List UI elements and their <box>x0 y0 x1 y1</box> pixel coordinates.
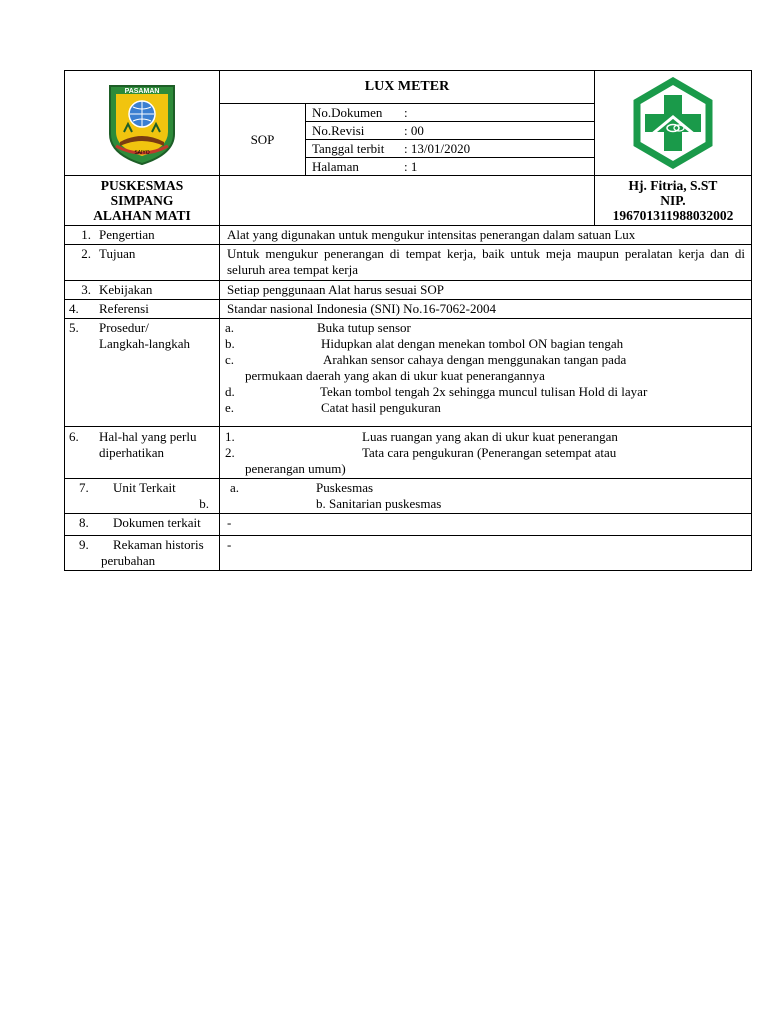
organization-name <box>65 176 220 226</box>
procedure-steps <box>220 319 752 427</box>
unit-item <box>230 480 745 496</box>
org-line-1: PUSKESMAS <box>100 178 184 193</box>
blank-header-cell <box>220 176 595 226</box>
note-item <box>225 429 745 445</box>
row-content-kebijakan: Setiap penggunaan Alat harus sesuai SOP <box>220 281 752 300</box>
unit-text: b. Sanitarian puskesmas <box>316 496 442 511</box>
row-label-line-2: diperhatikan <box>99 445 164 460</box>
row-label-rekaman-historis <box>65 536 220 571</box>
step-text: Buka tutup sensor <box>317 320 411 335</box>
unit-items <box>220 479 752 514</box>
issue-date-label: Tanggal terbit <box>312 140 385 156</box>
row-label-tujuan <box>65 245 220 281</box>
right-logo-cell <box>595 71 752 176</box>
signer-nip: 196701311988032002 <box>612 208 734 223</box>
procedure-step <box>225 320 745 336</box>
doc-number-value: : <box>404 104 408 120</box>
step-text: Arahkan sensor cahaya dengan menggunakan tangan pada <box>323 352 627 367</box>
procedure-step <box>225 400 745 416</box>
pasaman-emblem-icon <box>104 80 180 166</box>
org-line-3: ALAHAN MATI <box>93 208 191 223</box>
row-label: Kebijakan <box>99 282 153 297</box>
unit-item <box>230 496 745 512</box>
row-label: Pengertian <box>99 227 155 242</box>
org-line-2: SIMPANG <box>110 193 174 208</box>
procedure-step <box>225 336 745 352</box>
row-label: Tujuan <box>99 246 136 261</box>
row-label: Referensi <box>99 301 149 316</box>
row-label-unit-terkait <box>65 479 220 514</box>
row-number: 5. <box>69 320 79 335</box>
step-marker: c. <box>225 352 235 367</box>
procedure-step <box>225 352 745 368</box>
row-label-line-1: Rekaman historis <box>113 537 204 552</box>
note-marker: 1. <box>225 429 235 444</box>
doc-number-label: No.Dokumen <box>312 104 383 120</box>
sop-table <box>64 70 752 571</box>
row-number: 9. <box>79 537 89 552</box>
row-label: Unit Terkait <box>113 480 176 495</box>
pasaman-logo-top-text: PASAMAN <box>124 88 160 95</box>
step-text-continuation: permukaan daerah yang akan di ukur kuat penerangannya <box>245 368 545 383</box>
page-label: Halaman <box>312 158 359 174</box>
row-content-tujuan: Untuk mengukur penerangan di tempat kerja, baik untuk meja maupun peralatan kerja dan di seluruh area tempat kerja <box>220 245 752 281</box>
row-label-kebijakan <box>65 281 220 300</box>
step-text: Hidupkan alat dengan menekan tombol ON bagian tengah <box>321 336 624 351</box>
step-marker: b. <box>225 336 235 351</box>
step-marker: e. <box>225 400 235 415</box>
procedure-step <box>225 384 745 400</box>
row-number: 2. <box>81 246 91 261</box>
left-logo-cell <box>65 71 220 176</box>
document-meta-cell <box>306 104 595 176</box>
row-content-rekaman-historis: - <box>220 536 752 571</box>
revision-value: : 00 <box>404 122 424 138</box>
sop-document <box>64 70 751 571</box>
row-label-line-2: perubahan <box>101 553 156 568</box>
puskesmas-cross-icon <box>627 77 719 169</box>
row-number: 3. <box>81 282 91 297</box>
row-number: 7. <box>79 480 89 495</box>
issue-date-value: : 13/01/2020 <box>404 140 471 156</box>
row-number: 1. <box>81 227 91 242</box>
unit-text: Puskesmas <box>316 480 374 495</box>
row-label-line-2: Langkah-langkah <box>99 336 190 351</box>
sop-label: SOP <box>220 104 306 176</box>
document-meta-table <box>306 104 594 175</box>
row-number: 6. <box>69 429 79 444</box>
row-content-pengertian: Alat yang digunakan untuk mengukur intensitas penerangan dalam satuan Lux <box>220 226 752 245</box>
signer-name: Hj. Fitria, S.ST <box>628 178 718 193</box>
unit-marker <box>230 496 316 512</box>
row-number: 4. <box>69 301 79 316</box>
note-item <box>225 445 745 461</box>
row-content-referensi: Standar nasional Indonesia (SNI) No.16-7062-2004 <box>220 300 752 319</box>
row-label-referensi <box>65 300 220 319</box>
signer-nip-label: NIP. <box>660 193 686 208</box>
revision-label: No.Revisi <box>312 122 365 138</box>
note-text: Tata cara pengukuran (Penerangan setempat atau <box>362 445 617 460</box>
page-value: : 1 <box>404 158 418 174</box>
step-marker: a. <box>225 320 235 335</box>
document-title: LUX METER <box>220 71 595 104</box>
row-number: 8. <box>79 515 89 530</box>
note-text-continuation: penerangan umum) <box>245 461 346 476</box>
unit-marker: a. <box>230 480 240 495</box>
row-label-line-1: Prosedur/ <box>99 320 149 335</box>
step-text: Tekan tombol tengah 2x sehingga muncul tulisan Hold di layar <box>320 384 648 399</box>
puskesmas-logo <box>595 73 751 173</box>
step-marker: d. <box>225 384 235 399</box>
pasaman-logo <box>65 73 219 173</box>
notes-items <box>220 427 752 479</box>
stray-marker: b. <box>199 496 209 511</box>
step-text: Catat hasil pengukuran <box>321 400 441 415</box>
signer-block <box>595 176 752 226</box>
row-label-prosedur <box>65 319 220 427</box>
pasaman-logo-bottom-text: SAIYO <box>134 150 150 156</box>
row-content-dokumen-terkait: - <box>220 514 752 536</box>
row-label-hal-hal <box>65 427 220 479</box>
row-label-pengertian <box>65 226 220 245</box>
row-label-dokumen-terkait <box>65 514 220 536</box>
row-label: Dokumen terkait <box>113 515 201 530</box>
note-marker: 2. <box>225 445 235 460</box>
row-label-line-1: Hal-hal yang perlu <box>99 429 197 444</box>
note-text: Luas ruangan yang akan di ukur kuat penerangan <box>362 429 618 444</box>
